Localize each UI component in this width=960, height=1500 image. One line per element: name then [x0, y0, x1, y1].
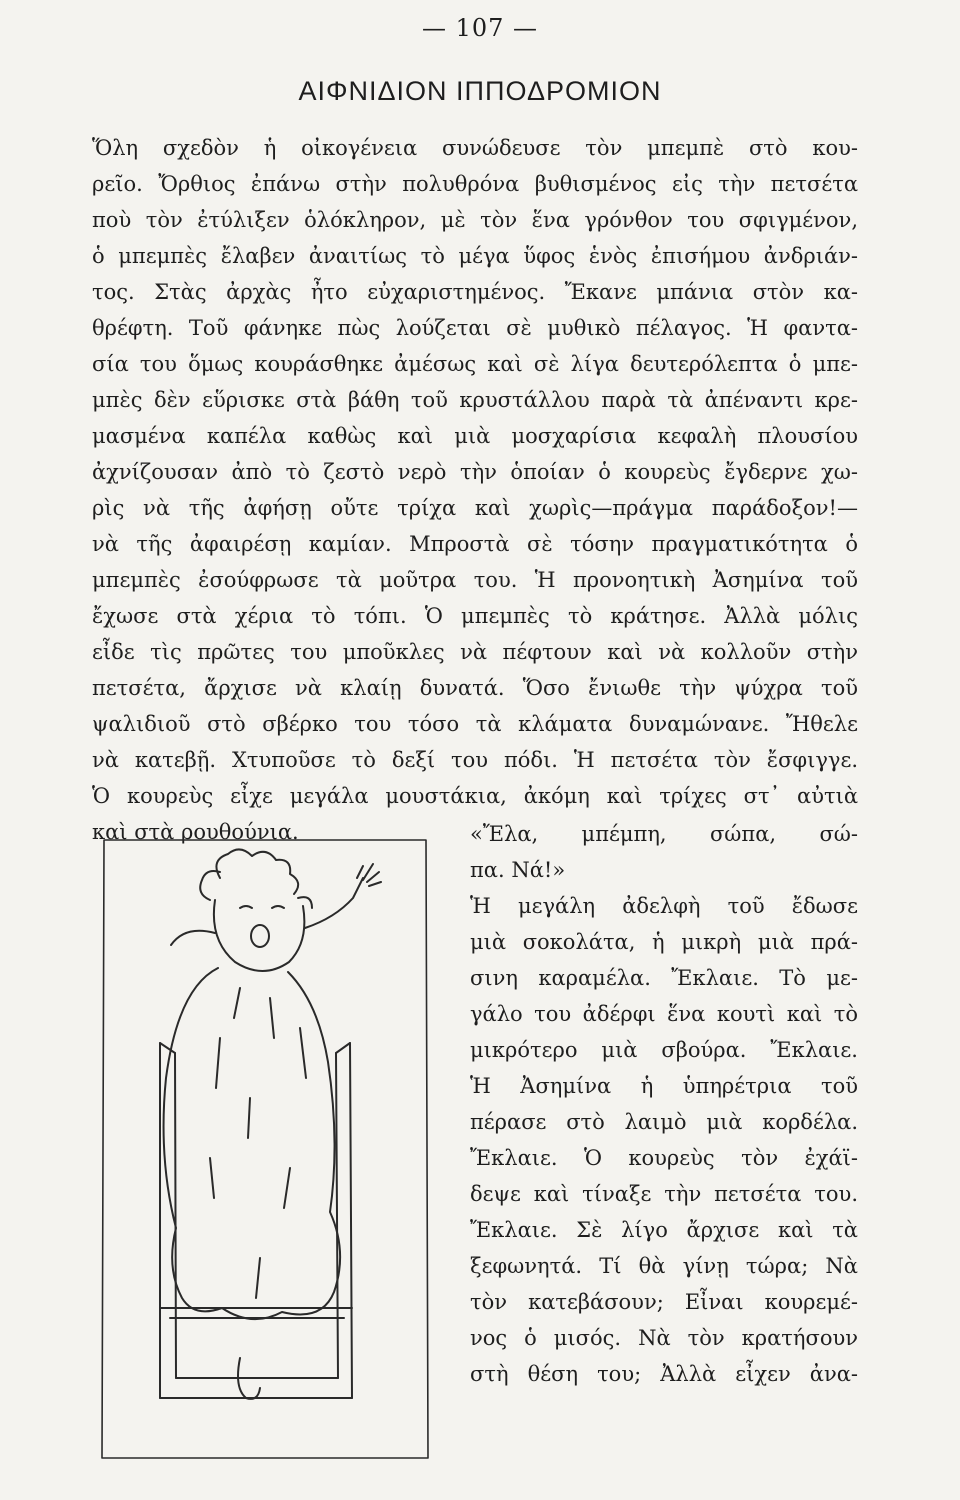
chapter-title: ΑΙΦΝΙΔΙΟΝ ΙΠΠΟΔΡΟΜΙΟΝ — [298, 76, 662, 106]
text-line: τὸν κατεβάσουν; Εἶναι κουρεμέ- — [470, 1290, 858, 1314]
text-line: ἔχωσε στὰ χέρια τὸ τόπι. Ὁ μπεμπὲς τὸ κράτησε. Ἀλλὰ μόλις — [92, 604, 858, 628]
text-line: πέρασε στὸ λαιμὸ μιὰ κορδέλα. — [470, 1110, 858, 1134]
text-line: πα. Νά!» — [470, 858, 566, 882]
text-line: ποὺ τὸν ἐτύλιξεν ὁλόκληρον, μὲ τὸν ἕνα γρόνθον του σφιγμένον, — [92, 208, 858, 232]
text-line: στὴ θέση του; Ἀλλὰ εἶχεν ἀνα- — [470, 1362, 858, 1386]
text-line: νος ὁ μισός. Νὰ τὸν κρατήσουν — [470, 1326, 858, 1350]
text-line: ξεφωνητά. Τί θὰ γίνῃ τώρα; Νὰ — [470, 1254, 858, 1278]
side-text — [470, 816, 858, 1392]
text-line: ψαλιδιοῦ στὸ σβέρκο του τόσο τὰ κλάματα δυναμώνανε. Ἤθελε — [92, 712, 858, 736]
text-line: «Ἔλα, μπέμπη, σώπα, σώ- — [470, 822, 858, 846]
text-line: νὰ τῆς ἀφαιρέσῃ καμίαν. Μπροστὰ σὲ τόσην πραγματικότητα ὁ — [92, 532, 858, 556]
text-line: εἶδε τὶς πρῶτες του μποῦκλες νὰ πέφτουν καὶ νὰ κολλοῦν στὴν — [92, 640, 858, 664]
main-text — [92, 130, 858, 850]
text-line: μιὰ σοκολάτα, ἡ μικρὴ μιὰ πρά- — [470, 930, 858, 954]
text-line: μπεμπὲς ἐσούφρωσε τὰ μοῦτρα του. Ἡ προνοητικὴ Ἀσημίνα τοῦ — [92, 568, 858, 592]
text-line: νὰ κατεβῇ. Χτυποῦσε τὸ δεξί του πόδι. Ἡ πετσέτα τὸν ἔσφιγγε. — [92, 748, 858, 772]
text-line: Ἔκλαιε. Σὲ λίγο ἄρχισε καὶ τὰ — [470, 1218, 858, 1242]
text-line: πετσέτα, ἄρχισε νὰ κλαίῃ δυνατά. Ὅσο ἔνιωθε τὴν ψύχρα τοῦ — [92, 676, 858, 700]
text-line: Ὅλη σχεδὸν ἡ οἰκογένεια συνώδευσε τὸν μπεμπὲ στὸ κου- — [92, 136, 858, 160]
text-line: ρὶς νὰ τῆς ἀφήσῃ οὔτε τρίχα καὶ χωρὶς—πράγμα παράδοξον!— — [92, 496, 858, 520]
text-line: Ἔκλαιε. Ὁ κουρεὺς τὸν ἐχάϊ- — [470, 1146, 858, 1170]
text-line: Ἡ Ἀσημίνα ἡ ὑπηρέτρια τοῦ — [470, 1074, 858, 1098]
text-line: γάλο του ἀδέρφι ἕνα κουτὶ καὶ τὸ — [470, 1002, 858, 1026]
text-line: σία του ὅμως κουράσθηκε ἀμέσως καὶ σὲ λίγα δευτερόλεπτα ὁ μπε- — [92, 352, 858, 376]
text-line: Ὁ κουρεὺς εἶχε μεγάλα μουστάκια, ἀκόμη καὶ τρίχες στ᾽ αὐτιὰ — [92, 784, 858, 808]
text-line: Ἡ μεγάλη ἀδελφὴ τοῦ ἔδωσε — [470, 894, 858, 918]
text-line: μασμένα καπέλα καθὼς καὶ μιὰ μοσχαρίσια κεφαλὴ πλουσίου — [92, 424, 858, 448]
text-line: σινη καραμέλα. Ἔκλαιε. Τὸ με- — [470, 966, 858, 990]
text-line: ὁ μπεμπὲς ἔλαβεν ἀναιτίως τὸ μέγα ὕφος ἑνὸς ἐπισήμου ἀνδριάν- — [92, 244, 858, 268]
text-line: μπὲς δὲν εὕρισκε στὰ βάθη τοῦ κρυστάλλου παρὰ τὰ ἀπέναντι κρε- — [92, 388, 858, 412]
page-number: — 107 — — [421, 14, 539, 42]
text-line: δεψε καὶ τίναξε τὴν πετσέτα του. — [470, 1182, 858, 1206]
text-line: ἀχνίζουσαν ἀπὸ τὸ ζεστὸ νερὸ τὴν ὁποίαν ὁ κουρεὺς ἔγδερνε χω- — [92, 460, 858, 484]
text-line: μικρότερο μιὰ σβούρα. Ἔκλαιε. — [470, 1038, 858, 1062]
text-line: τος. Στὰς ἀρχὰς ἦτο εὐχαριστημένος. Ἔκανε μπάνια στὸν κα- — [92, 280, 858, 304]
text-line: καὶ στὰ ρουθούνια. — [92, 820, 299, 844]
crying-baby-illustration — [100, 838, 430, 1460]
text-line: θρέφτη. Τοῦ φάνηκε πὼς λούζεται σὲ μυθικὸ πέλαγος. Ἡ φαντα- — [92, 316, 858, 340]
text-line: ρεῖο. Ὄρθιος ἐπάνω στὴν πολυθρόνα βυθισμένος εἰς τὴν πετσέτα — [92, 172, 858, 196]
illustration-svg — [100, 838, 430, 1460]
